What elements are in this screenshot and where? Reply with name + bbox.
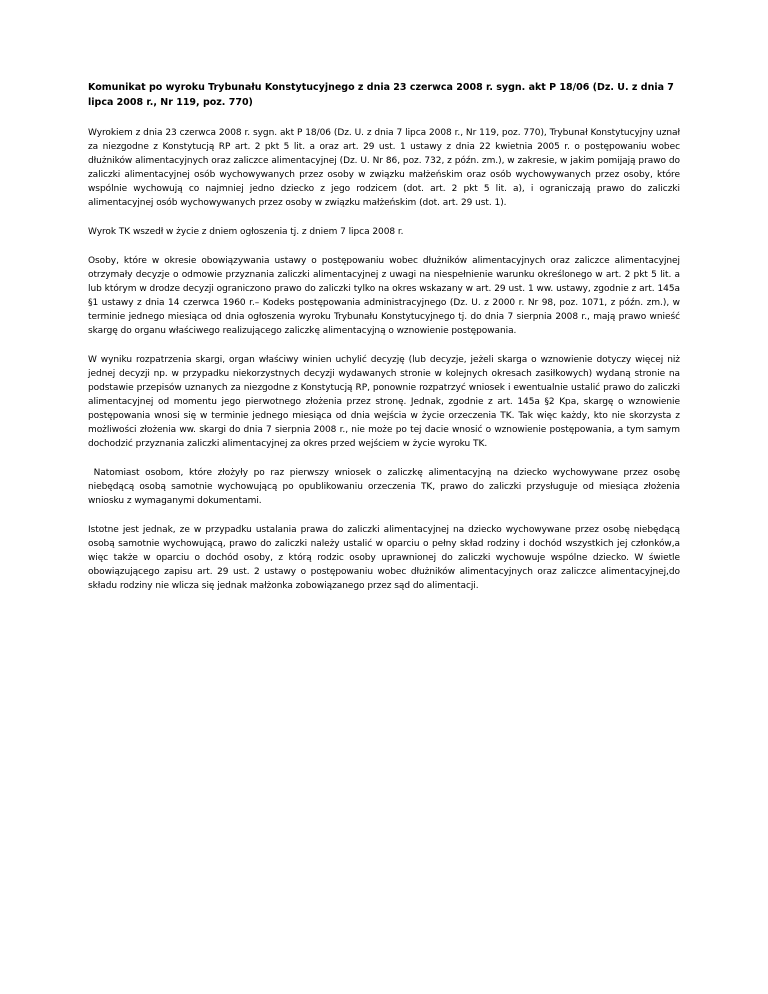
document-page [88,80,683,608]
paragraph-complaint-right: Osoby, które w okresie obowiązywania ustawy o postępowaniu wobec dłużników alimentacyjnych oraz zaliczce alimentacyjnej otrzymały decyzje o odmowie przyznania zaliczki alimentacyjnej z uwagi na niespełnienie warunku określonego w art. 2 pkt 5 lit. a lub którym w drodze decyzji ograniczono prawo do zaliczki tylko na okres wskazany w art. 29 ust. 1 ww. ustawy, zgodnie z art. 145a §1 ustawy z dnia 14 czerwca 1960 r.– Kodeks postępowania administracyjnego (Dz. U. z 2000 r. Nr 98, poz. 1071, z późn. zm.), w terminie jednego miesiąca od dnia ogłoszenia wyroku Trybunału Konstytucyjnego tj. do dnia 7 sierpnia 2008 r., mają prawo wnieść skargę do organu właściwego realizującego zaliczkę alimentacyjną o wznowienie postępowania. [88,256,680,336]
paragraph-complaint-outcome: W wyniku rozpatrzenia skargi, organ właściwy winien uchylić decyzję (lub decyzje, jeżeli skarga o wznowienie dotyczy więcej niż jednej decyzji np. w przypadku niekorzystnych decyzji wydawanych stronie w kolejnych okresach zasiłkowych) wydaną stronie na podstawie przepisów uznanych za niezgodne z Konstytucją RP, ponownie rozpatrzyć wniosek i ewentualnie ustalić prawo do zaliczki alimentacyjnej od momentu jego pierwotnego złożenia przez stronę. Jednak, zgodnie z art. 145a §2 Kpa, skargę o wznowienie postępowania wnosi się w terminie jednego miesiąca od dnia wejścia w życie orzeczenia TK. Tak więc każdy, kto nie skorzysta z możliwości złożenia ww. skargi do dnia 7 sierpnia 2008 r., nie może po tej dacie wnosić o wznowienie postępowania, a tym samym dochodzić przyznania zaliczki alimentacyjnej za okres przed wejściem w życie wyroku TK. [88,355,680,449]
paragraph-entry-into-force: Wyrok TK wszedł w życie z dniem ogłoszenia tj. z dniem 7 lipca 2008 r. [88,227,404,237]
paragraph-new-applications: Natomiast osobom, które złożyły po raz pierwszy wniosek o zaliczkę alimentacyjną na dziecko wychowywane przez osobę niebędącą osobą samotnie wychowującą po opublikowaniu orzeczenia TK, prawo do zaliczki przysługuje od miesiąca złożenia wniosku z wymaganymi dokumentami. [88,468,683,506]
paragraph-judgment: Wyrokiem z dnia 23 czerwca 2008 r. sygn. akt P 18/06 (Dz. U. z dnia 7 lipca 2008 r., Nr 119, poz. 770), Trybunał Konstytucyjny uznał za niezgodne z Konstytucją RP art. 2 pkt 5 lit. a oraz art. 29 ust. 1 ustawy z dnia 22 kwietnia 2005 r. o postępowaniu wobec dłużników alimentacyjnych oraz zaliczce alimentacyjnej (Dz. U. Nr 86, poz. 732, z późn. zm.), w zakresie, w jakim pomijają prawo do zaliczki alimentacyjnej osób wychowywanych przez osoby w związku małżeńskim oraz osób wychowywanych przez osoby, które wspólnie wychowują co najmniej jedno dziecko z jego rodzicem (dot. art. 2 pkt 5 lit. a), i ograniczają prawo do zaliczki alimentacyjnej osób wychowywanych przez osoby w związku małżeńskim (dot. art. 29 ust. 1). [88,128,680,208]
document-title: Komunikat po wyroku Trybunału Konstytucyjnego z dnia 23 czerwca 2008 r. sygn. akt P 18/06 (Dz. U. z dnia 7 lipca 2008 r., Nr 119, poz. 770) [88,82,674,108]
paragraph-family-income: Istotne jest jednak, ze w przypadku ustalania prawa do zaliczki alimentacyjnej na dziecko wychowywane przez osobę niebędącą osobą samotnie wychowującą, prawo do zaliczki należy ustalić w oparciu o pełny skład rodziny i dochód wszystkich jej członków,a więc także w oparciu o dochód osoby, z którą rodzic osoby uprawnionej do zaliczki wychowuje wspólne dziecko. W świetle obowiązującego zapisu art. 29 ust. 2 ustawy o postępowaniu wobec dłużników alimentacyjnych oraz zaliczce alimentacyjnej,do składu rodziny nie wlicza się jednak małżonka zobowiązanego przez sąd do alimentacji. [88,525,680,591]
